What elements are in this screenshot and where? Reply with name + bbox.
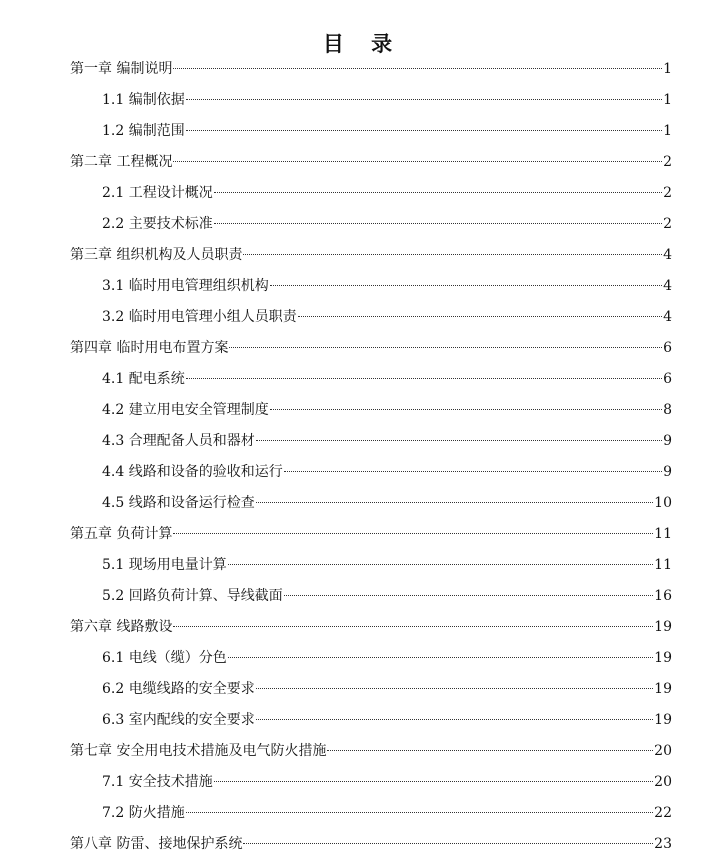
toc-page-number: 19 [654,681,672,697]
toc-entry-label: 第二章 工程概况 [70,154,173,170]
toc-page-number: 19 [654,712,672,728]
toc-section-entry[interactable] [70,643,672,674]
toc-page-number: 20 [654,743,672,759]
toc-page-number: 22 [654,805,672,821]
toc-section-entry[interactable] [70,705,672,736]
toc-entry-label: 4.5 线路和设备运行检查 [102,495,255,511]
toc-entry-label: 第七章 安全用电技术措施及电气防火措施 [70,743,327,759]
toc-dot-leader [243,254,662,255]
toc-dot-leader [256,688,653,689]
toc-dot-leader [186,812,653,813]
toc-dot-leader [186,378,662,379]
toc-page-number: 2 [663,154,672,170]
toc-entry-label: 1.1 编制依据 [102,92,185,108]
toc-entry-label: 4.4 线路和设备的验收和运行 [102,464,283,480]
toc-entry-label: 5.1 现场用电量计算 [102,557,227,573]
toc-page-number: 19 [654,619,672,635]
toc-page-number: 10 [654,495,672,511]
toc-section-entry[interactable] [70,209,672,240]
toc-section-entry[interactable] [70,364,672,395]
toc-entry-label: 第六章 线路敷设 [70,619,173,635]
toc-page-number: 16 [654,588,672,604]
toc-page-number: 9 [663,433,672,449]
toc-page-number: 4 [663,278,672,294]
toc-dot-leader [284,595,653,596]
toc-page-number: 9 [663,464,672,480]
page-title: 目 录 [322,32,403,56]
toc-entry-label: 3.2 临时用电管理小组人员职责 [102,309,297,325]
toc-page-number: 11 [654,557,672,573]
toc-dot-leader [284,471,662,472]
toc-dot-leader [173,626,653,627]
toc-section-entry[interactable] [70,426,672,457]
toc-dot-leader [270,409,662,410]
toc-entry-label: 第一章 编制说明 [70,61,173,77]
toc-page-number: 11 [654,526,672,542]
toc-dot-leader [214,781,653,782]
toc-entry-label: 4.1 配电系统 [102,371,185,387]
toc-entry-label: 第五章 负荷计算 [70,526,173,542]
toc-page-number: 23 [654,836,672,852]
toc-entry-label: 第三章 组织机构及人员职责 [70,247,243,263]
toc-dot-leader [228,564,653,565]
toc-entry-label: 6.3 室内配线的安全要求 [102,712,255,728]
toc-chapter-entry[interactable] [70,147,672,178]
toc-dot-leader [229,347,662,348]
toc-section-entry[interactable] [70,798,672,829]
toc-section-entry[interactable] [70,178,672,209]
toc-entry-label: 5.2 回路负荷计算、导线截面 [102,588,283,604]
toc-section-entry[interactable] [70,85,672,116]
toc-section-entry[interactable] [70,457,672,488]
toc-entry-label: 4.2 建立用电安全管理制度 [102,402,269,418]
toc-section-entry[interactable] [70,395,672,426]
toc-entry-label: 6.2 电缆线路的安全要求 [102,681,255,697]
toc-dot-leader [327,750,653,751]
toc-entry-label: 第四章 临时用电布置方案 [70,340,229,356]
toc-dot-leader [270,285,662,286]
toc-section-entry[interactable] [70,767,672,798]
toc-page-number: 1 [663,92,672,108]
toc-dot-leader [173,533,653,534]
toc-dot-leader [186,99,662,100]
toc-section-entry[interactable] [70,550,672,581]
toc-chapter-entry[interactable] [70,736,672,767]
toc-entry-label: 7.1 安全技术措施 [102,774,213,790]
toc-entry-label: 1.2 编制范围 [102,123,185,139]
toc-entry-label: 4.3 合理配备人员和器材 [102,433,255,449]
toc-entry-label: 2.1 工程设计概况 [102,185,213,201]
toc-chapter-entry[interactable] [70,519,672,550]
toc-entry-label: 第八章 防雷、接地保护系统 [70,836,243,852]
toc-page-number: 19 [654,650,672,666]
toc-page-number: 2 [663,185,672,201]
toc-section-entry[interactable] [70,116,672,147]
toc-entry-label: 7.2 防火措施 [102,805,185,821]
toc-page-number: 6 [663,371,672,387]
toc-page-number: 20 [654,774,672,790]
toc-chapter-entry[interactable] [70,240,672,271]
toc-dot-leader [173,68,662,69]
toc-section-entry[interactable] [70,674,672,705]
toc-page-number: 1 [663,123,672,139]
toc-chapter-entry[interactable] [70,54,672,85]
toc-dot-leader [298,316,662,317]
toc-section-entry[interactable] [70,271,672,302]
toc-page-number: 4 [663,309,672,325]
toc-list [70,54,672,860]
toc-dot-leader [228,657,653,658]
toc-dot-leader [256,502,653,503]
toc-entry-label: 2.2 主要技术标准 [102,216,213,232]
toc-section-entry[interactable] [70,581,672,612]
toc-dot-leader [243,843,653,844]
toc-dot-leader [256,719,653,720]
toc-section-entry[interactable] [70,302,672,333]
toc-entry-label: 3.1 临时用电管理组织机构 [102,278,269,294]
toc-page-number: 4 [663,247,672,263]
toc-page-number: 6 [663,340,672,356]
toc-dot-leader [214,223,662,224]
toc-dot-leader [214,192,662,193]
toc-chapter-entry[interactable] [70,612,672,643]
toc-dot-leader [256,440,662,441]
toc-chapter-entry[interactable] [70,333,672,364]
toc-page-number: 1 [663,61,672,77]
toc-page-number: 8 [663,402,672,418]
toc-section-entry[interactable] [70,488,672,519]
toc-page-number: 2 [663,216,672,232]
toc-dot-leader [173,161,662,162]
toc-dot-leader [186,130,662,131]
toc-entry-label: 6.1 电线（缆）分色 [102,650,227,666]
toc-chapter-entry[interactable] [70,829,672,860]
